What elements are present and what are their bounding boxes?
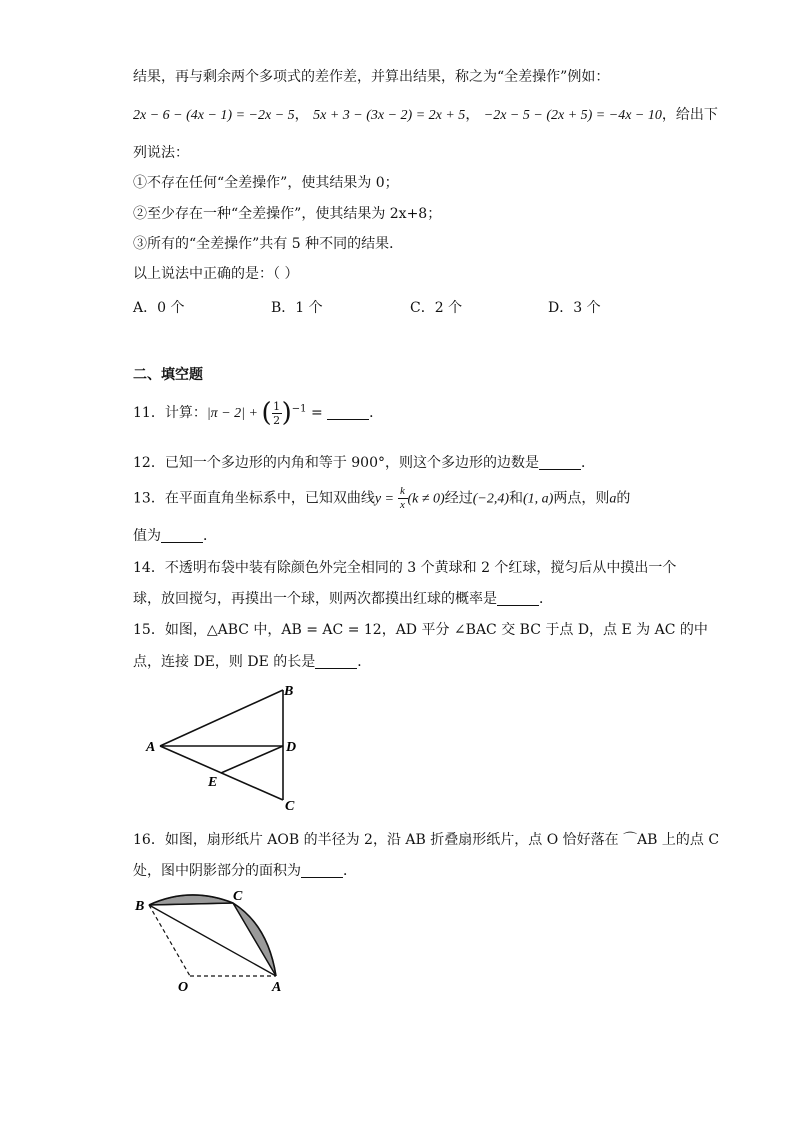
q13-end: ．	[203, 528, 217, 544]
statement-2: ②至少存在一种“全差操作”，使其结果为 2x+8；	[133, 206, 442, 222]
q13-condition: (k ≠ 0)	[407, 491, 445, 507]
q13-line-2-text: 值为	[133, 528, 161, 544]
label-c-16: C	[233, 889, 243, 904]
q11-end: ．	[369, 405, 384, 421]
q13-func: y =	[374, 491, 398, 507]
q14-line-2-text: 球，放回搅匀，再摸出一个球，则两次都摸出红球的概率是	[133, 591, 497, 607]
q11-exponent: −1	[291, 403, 307, 415]
label-o-16: O	[178, 980, 189, 995]
q13-frac-num: k	[400, 485, 405, 497]
choice-question: 以上说法中正确的是：（ ）	[133, 266, 299, 282]
option-b: B．1 个	[271, 300, 323, 316]
q13-text-3: 两点，则	[553, 490, 610, 507]
label-c: C	[285, 799, 295, 814]
intro-line-2-tail: ，给出下	[661, 107, 718, 123]
option-d: D．3 个	[548, 300, 601, 316]
intro-line-3: 列说法：	[133, 145, 189, 161]
q16-end: ．	[343, 863, 357, 879]
q13-text-2: 经过	[444, 490, 473, 507]
q13-text-1: 13．在平面直角坐标系中，已知双曲线	[133, 490, 375, 507]
q11-frac-num: 1	[273, 399, 281, 413]
q16-line-2-text: 处，图中阴影部分的面积为	[133, 863, 301, 879]
option-a: A．0 个	[133, 300, 185, 316]
label-e: E	[208, 775, 218, 790]
q11-frac-den: 2	[273, 413, 281, 427]
question-15-line-1: 15．如图，△ABC 中，AB = AC = 12，AD 平分 ∠BAC 交 BC 于点 D，点 E 为 AC 的中	[133, 622, 708, 638]
q13-point-2: (1, a)	[523, 491, 554, 507]
question-11: 11．计算：|π − 2| + ( $\frac{1}{2}$ )$^{-1}$ = ．	[133, 398, 384, 428]
question-16-line-1: 16．如图，扇形纸片 AOB 的半径为 2，沿 AB 折叠扇形纸片，点 O 恰好落在 ⌒AB 上的点 C	[133, 832, 720, 848]
section-title: 二、填空题	[133, 367, 203, 383]
intro-line-1: 结果，再与剩余两个多项式的差作差，并算出结果，称之为“全差操作”例如：	[133, 69, 610, 85]
example-2: 5x + 3 − (3x − 2) = 2x + 5	[313, 108, 466, 123]
q13-var: a	[609, 491, 617, 507]
statement-3: ③所有的“全差操作”共有 5 种不同的结果．	[133, 236, 404, 252]
label-d: D	[286, 740, 297, 755]
label-b: B	[284, 684, 294, 699]
q11-expr: |π − 2| +	[206, 406, 262, 421]
q11-prefix: 11．计算：	[133, 405, 207, 421]
q14-end: ．	[539, 591, 553, 607]
question-14-line-1: 14．不透明布袋中装有除颜色外完全相同的 3 个黄球和 2 个红球，搅匀后从中摸出一个	[133, 560, 677, 576]
q12-text: 12．已知一个多边形的内角和等于 900°，则这个多边形的边数是	[133, 455, 539, 471]
q13-point-1: (−2,4)	[472, 491, 510, 507]
q13-text-4: 的	[616, 490, 631, 507]
label-b-16: B	[135, 899, 145, 914]
q13-frac-den: x	[400, 499, 405, 511]
radius-ob	[149, 905, 190, 976]
label-a: A	[146, 740, 156, 755]
q13-and: 和	[509, 490, 524, 507]
q12-end: ．	[581, 455, 595, 471]
chord-ca	[233, 903, 276, 976]
statement-1: ①不存在任何“全差操作”，使其结果为 0；	[133, 175, 399, 191]
q15-line-2-text: 点，连接 DE，则 DE 的长是	[133, 654, 316, 670]
option-c: C．2 个	[410, 300, 463, 316]
example-1: 2x − 6 − (4x − 1) = −2x − 5	[133, 108, 295, 123]
q15-end: ．	[357, 654, 372, 670]
example-3: −2x − 5 − (2x + 5) = −4x − 10	[483, 108, 662, 123]
q11-equals: =	[306, 405, 328, 421]
intro-examples: 2x − 6 − (4x − 1) = −2x − 5， 5x + 3 − (3x − 2) = 2x + 5， −2x − 5 − (2x + 5) = −4x − 10，给出下	[133, 107, 718, 123]
label-a-16: A	[272, 980, 282, 995]
